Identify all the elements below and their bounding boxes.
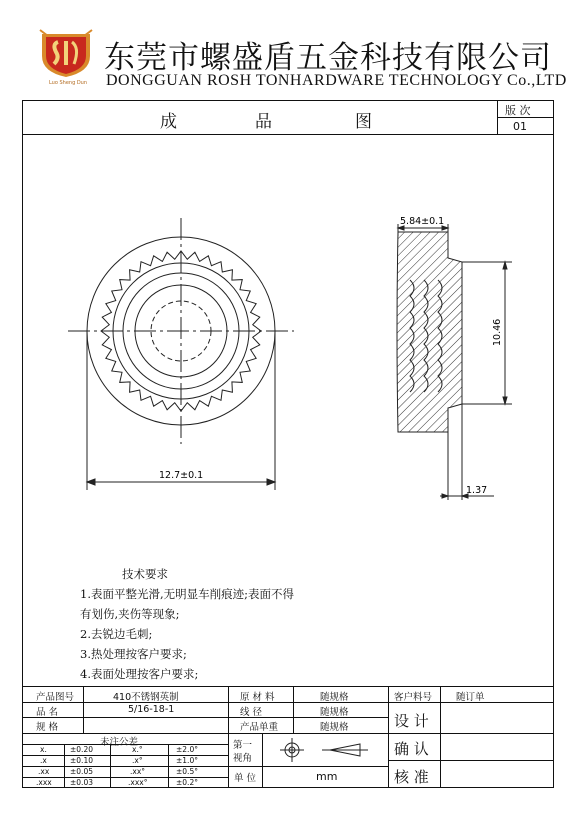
notes-line: 有划伤,夹伤等现象; (80, 607, 180, 621)
wire-value: 随规格 (320, 707, 349, 718)
front-view (68, 218, 294, 490)
notes-title: 技术要求 (122, 567, 168, 581)
unit-value: mm (316, 770, 338, 783)
notes-line: 2.去锐边毛刺; (80, 627, 153, 641)
dim-height: 10.46 (492, 318, 503, 346)
title-char-2: 品 (255, 112, 272, 132)
customer-no-value: 随订单 (456, 692, 485, 703)
tol-bv: ±0.2° (176, 778, 198, 787)
version-label: 版 次 (505, 104, 531, 117)
tol-a: .x (40, 756, 47, 765)
first-angle-projection-icon (272, 736, 384, 764)
side-view (397, 224, 512, 500)
title-char-3: 图 (355, 112, 372, 132)
tol-b: .xx° (130, 767, 146, 776)
tol-av: ±0.05 (70, 767, 93, 776)
angle-label-2: 视角 (233, 753, 253, 764)
tol-a: x. (40, 745, 47, 754)
confirm-label: 确 认 (394, 740, 429, 758)
title-char-1: 成 (160, 112, 177, 132)
product-no-label: 产品图号 (36, 692, 75, 703)
approve-label: 核 准 (394, 768, 429, 786)
tol-av: ±0.20 (70, 745, 93, 754)
material-value: 随规格 (320, 692, 349, 703)
notes-line: 4.表面处理按客户要求; (80, 667, 199, 681)
design-label: 设 计 (394, 712, 429, 730)
material-label: 原 材 料 (240, 692, 275, 703)
version-value: 01 (513, 120, 527, 133)
company-name-cn: 东莞市螺盛盾五金科技有限公司 (104, 40, 552, 76)
wire-label: 线 径 (240, 707, 263, 718)
logo-subtitle: Luo Sheng Dun (48, 80, 88, 86)
weight-value: 随规格 (320, 722, 349, 733)
tol-bv: ±0.5° (176, 767, 198, 776)
product-no-value: 410不锈钢英制 (113, 692, 179, 703)
angle-label-1: 第一 (233, 740, 253, 751)
company-name-en: DONGGUAN ROSH TONHARDWARE TECHNOLOGY Co.,LTD (106, 72, 567, 89)
tol-a: .xx (38, 767, 50, 776)
unit-label: 单 位 (234, 773, 257, 784)
notes-line: 1.表面平整光滑,无明显车削痕迹;表面不得 (80, 587, 295, 601)
tol-a: .xxx (36, 778, 52, 787)
tol-b: x.° (132, 745, 143, 754)
name-value: 5/16-18-1 (128, 704, 175, 715)
tol-bv: ±2.0° (176, 745, 198, 754)
tol-b: .x° (132, 756, 143, 765)
tol-av: ±0.10 (70, 756, 93, 765)
customer-no-label: 客户料号 (394, 692, 433, 703)
dim-step: 1.37 (466, 485, 488, 496)
tolerance-title: 未注公差 (100, 737, 139, 748)
weight-label: 产品单重 (240, 722, 279, 733)
tol-b: .xxx° (128, 778, 148, 787)
dim-thickness: 5.84±0.1 (400, 216, 445, 227)
spec-label: 规 格 (36, 722, 59, 733)
tol-bv: ±1.0° (176, 756, 198, 765)
technical-notes (80, 564, 294, 684)
dim-diameter: 12.7±0.1 (159, 470, 204, 481)
tol-av: ±0.03 (70, 778, 93, 787)
notes-line: 3.热处理按客户要求; (80, 647, 187, 661)
name-label: 品 名 (36, 707, 59, 718)
